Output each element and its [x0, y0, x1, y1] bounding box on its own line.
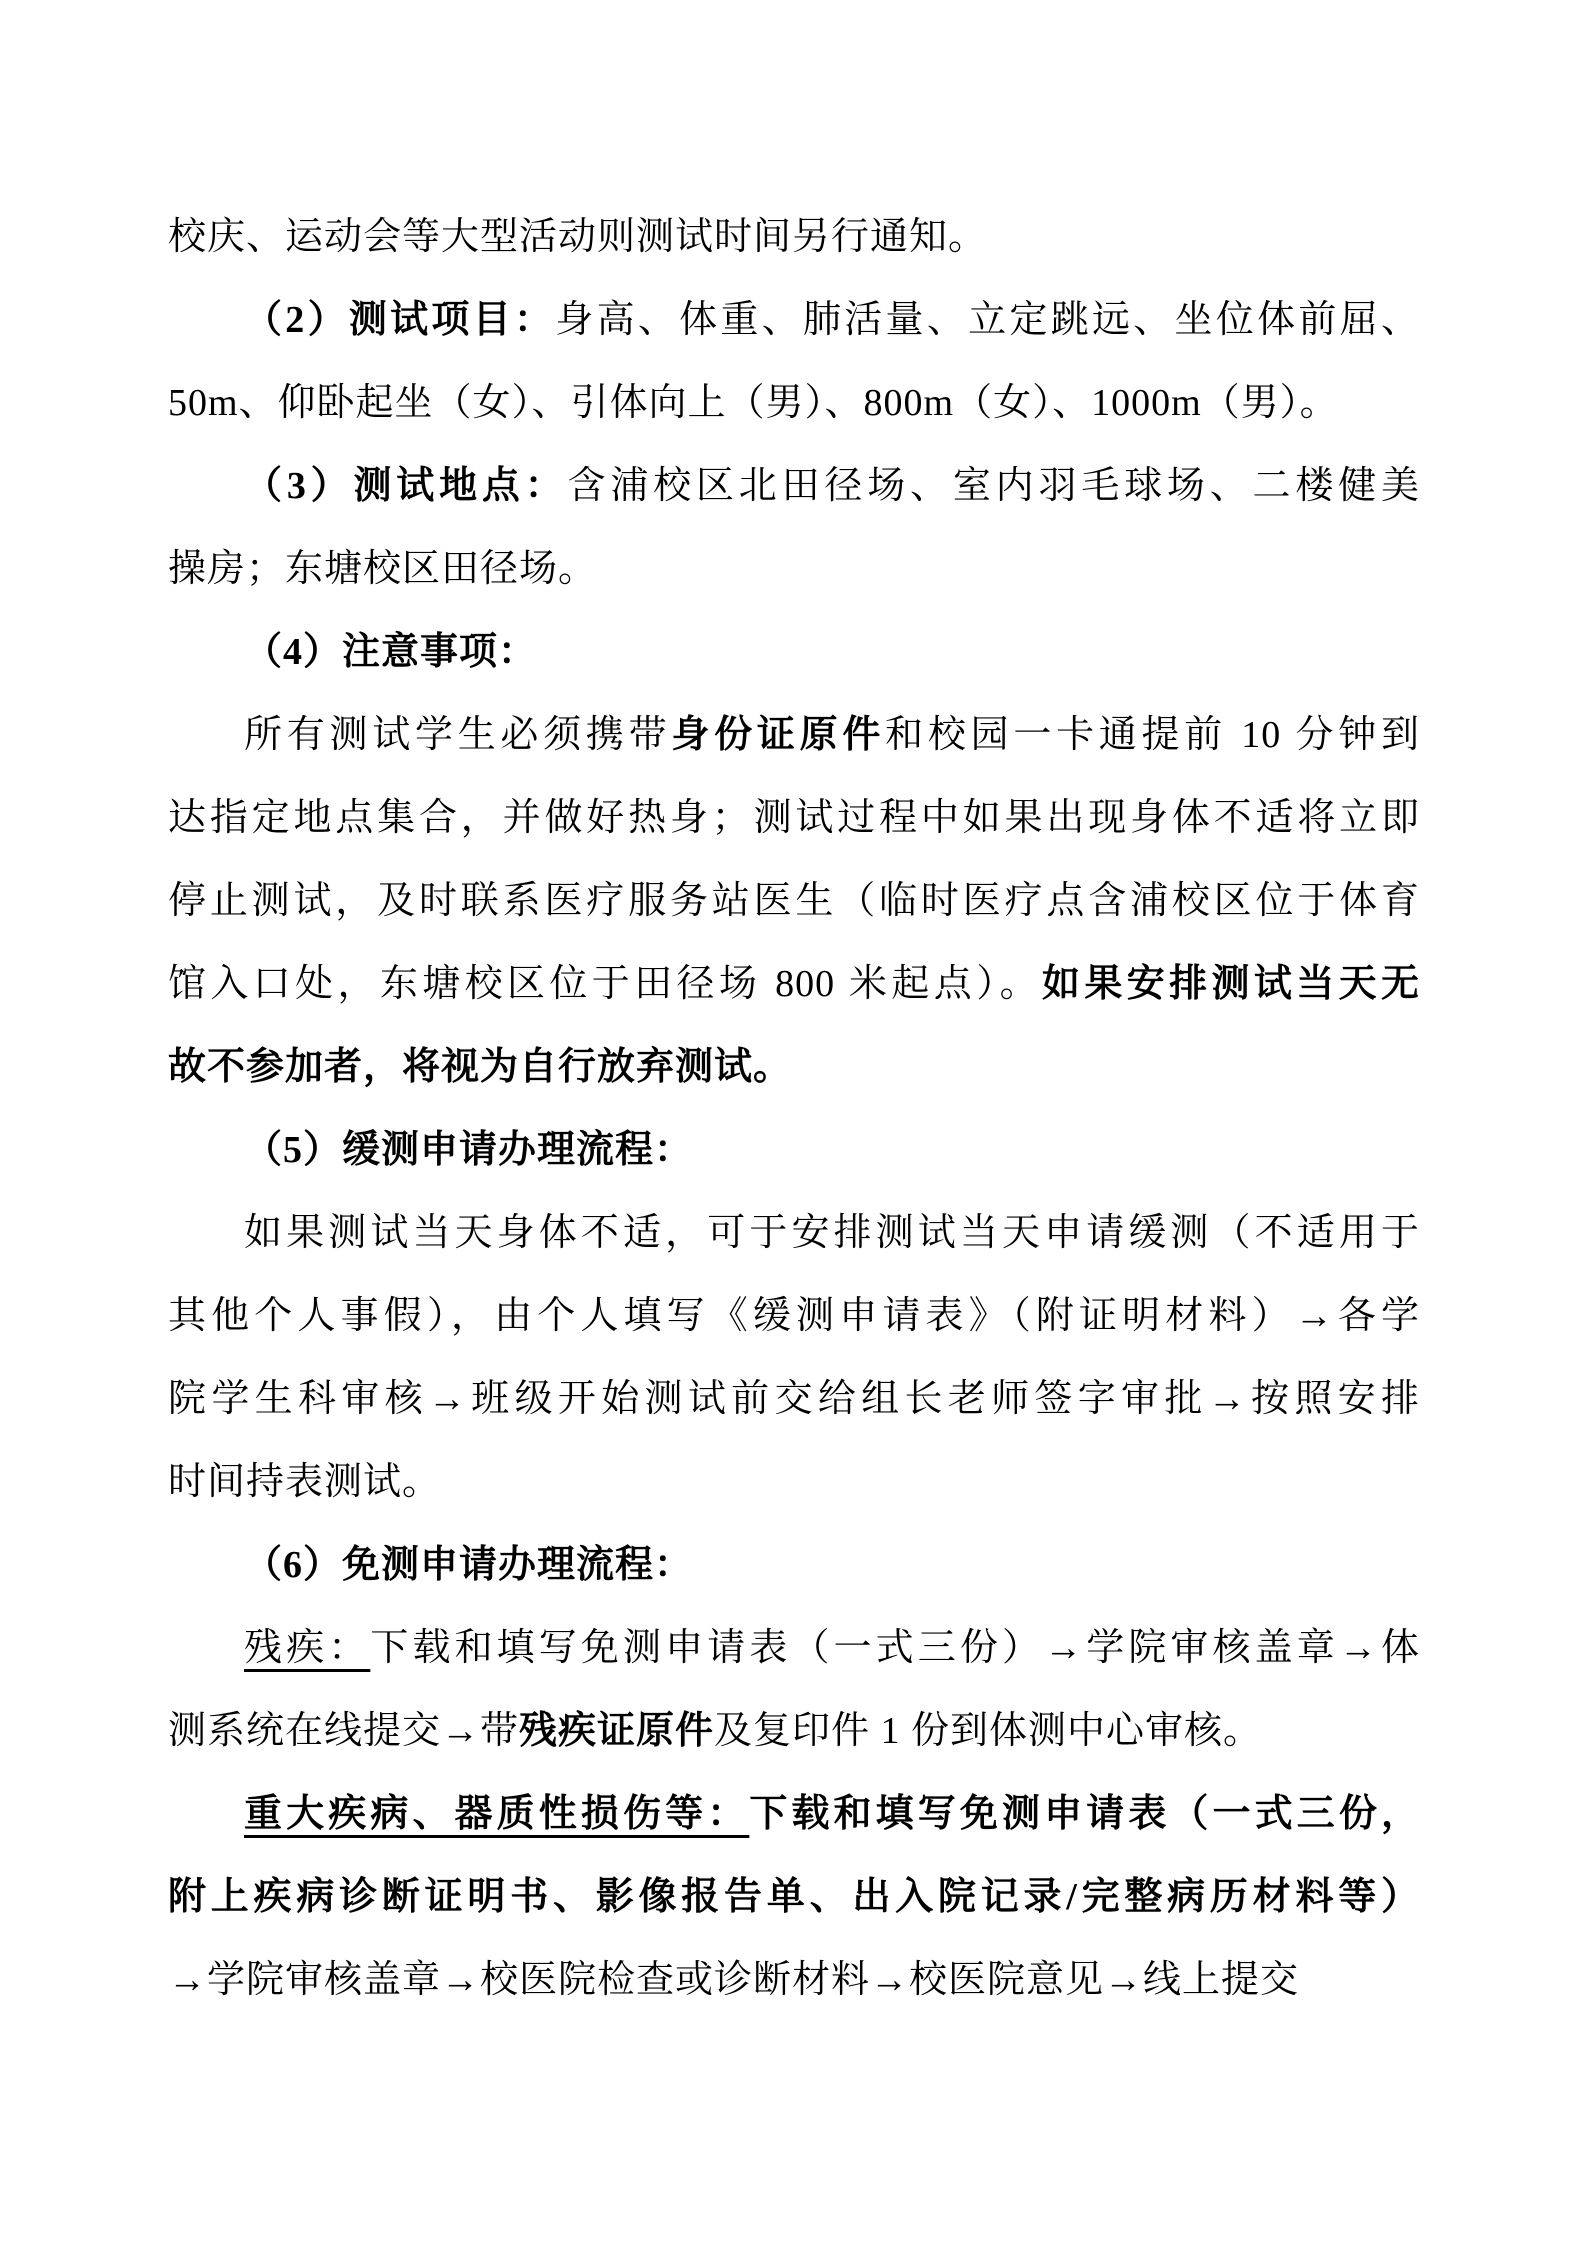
- text-run: →学院审核盖章→校医院检查或诊断材料→校医院意见→线上提交: [168, 1959, 1300, 2001]
- text-run: 和校园一卡通提前 10 分钟到: [885, 714, 1420, 756]
- text-run: 身高、体重、肺活量、立定跳远、坐位体前屈、: [555, 299, 1420, 341]
- text-line: [168, 1524, 1420, 1607]
- text-run: 时间持表测试。: [168, 1461, 442, 1503]
- text-run: 残疾证原件: [519, 1710, 715, 1752]
- text-run: （5）缓测申请办理流程：: [244, 1129, 694, 1171]
- text-line: [168, 860, 1420, 943]
- text-line: [168, 611, 1420, 694]
- text-run: 操房；东塘校区田径场。: [168, 548, 598, 590]
- text-run: 下载和填写免测申请表（一式三份，: [749, 1793, 1420, 1835]
- text-run: 院学生科审核→班级开始测试前交给组长老师签字审批→按照安排: [168, 1378, 1420, 1420]
- text-line: [168, 1773, 1420, 1856]
- text-line: [168, 694, 1420, 777]
- text-run: 及复印件 1 份到体测中心审核。: [714, 1710, 1263, 1752]
- text-line: [168, 1026, 1420, 1109]
- text-line: [168, 1607, 1420, 1690]
- text-run: 如果测试当天身体不适，可于安排测试当天申请缓测（不适用于: [244, 1212, 1420, 1254]
- text-run: 下载和填写免测申请表（一式三份）→学院审核盖章→体: [370, 1627, 1420, 1669]
- text-run: 测系统在线提交→带: [168, 1710, 520, 1752]
- text-line: [168, 1856, 1420, 1939]
- text-run: 附上疾病诊断证明书、影像报告单、出入院记录/完整病历材料等）: [168, 1876, 1420, 1918]
- text-run: （4）注意事项：: [244, 631, 538, 673]
- text-run: 身份证原件: [671, 714, 886, 756]
- text-run: 如果安排测试当天无: [1041, 963, 1420, 1005]
- text-run: 残疾：: [244, 1627, 371, 1669]
- text-line: [168, 1192, 1420, 1275]
- text-line: [168, 943, 1420, 1026]
- text-line: [168, 1358, 1420, 1441]
- text-line: [168, 777, 1420, 860]
- text-run: （3）测试地点：: [244, 465, 568, 507]
- text-line: [168, 362, 1420, 445]
- text-line: [168, 1939, 1420, 2022]
- text-run: （2）测试项目：: [244, 299, 556, 341]
- text-line: [168, 445, 1420, 528]
- text-run: 50m、仰卧起坐（女）、引体向上（男）、800m（女）、1000m（男）。: [168, 382, 1339, 424]
- document-body: [168, 196, 1420, 2022]
- text-line: [168, 279, 1420, 362]
- text-line: [168, 1690, 1420, 1773]
- text-run: 含浦校区北田径场、室内羽毛球场、二楼健美: [567, 465, 1420, 507]
- text-line: [168, 1275, 1420, 1358]
- text-run: 其他个人事假），由个人填写《缓测申请表》（附证明材料）→各学: [168, 1295, 1420, 1337]
- text-line: [168, 1109, 1420, 1192]
- text-run: 故不参加者，将视为自行放弃测试。: [168, 1046, 793, 1088]
- text-run: 馆入口处，东塘校区位于田径场 800 米起点）。: [168, 963, 1042, 1005]
- text-run: 达指定地点集合，并做好热身；测试过程中如果出现身体不适将立即: [168, 797, 1420, 839]
- text-run: （6）免测申请办理流程：: [244, 1544, 694, 1586]
- text-line: [168, 1441, 1420, 1524]
- text-run: 校庆、运动会等大型活动则测试时间另行通知。: [168, 216, 988, 258]
- text-run: 重大疾病、器质性损伤等：: [244, 1793, 750, 1835]
- text-line: [168, 528, 1420, 611]
- text-run: 停止测试，及时联系医疗服务站医生（临时医疗点含浦校区位于体育: [168, 880, 1420, 922]
- text-run: 所有测试学生必须携带: [244, 714, 672, 756]
- text-line: [168, 196, 1420, 279]
